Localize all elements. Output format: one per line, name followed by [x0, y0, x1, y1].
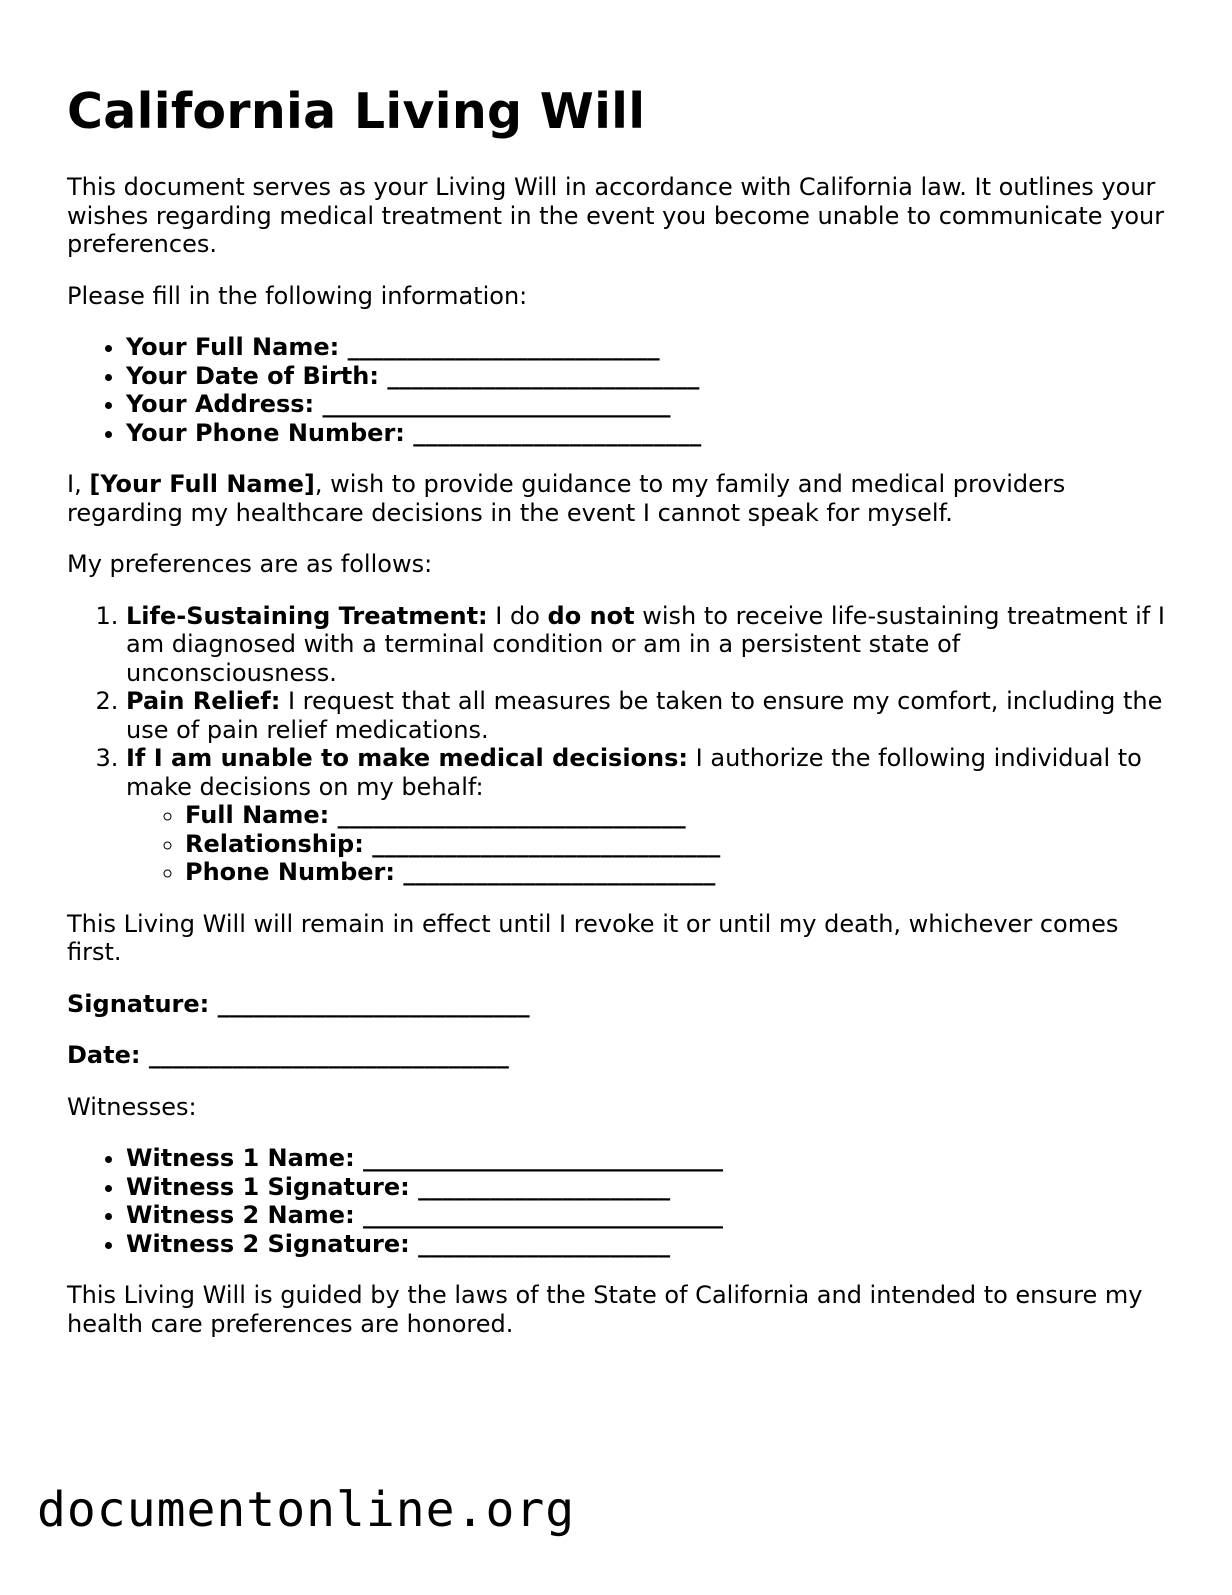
field-blank: __________________________: [387, 361, 700, 390]
date-line[interactable]: Date: ______________________________: [67, 1041, 509, 1069]
field-label: Your Date of Birth:: [126, 361, 379, 390]
preference-heading: If I am unable to make medical decisions:: [126, 744, 689, 772]
preference-emphasis: do not: [547, 601, 635, 630]
field-blank: _____________________________: [322, 390, 671, 418]
preference-life-sustaining: 1. Life-Sustaining Treatment: I do do not wish to receive life-sustaining treatment if I am diagnosed with a terminal condition or am in a persistent state of unconsciousness.: [126, 602, 1167, 688]
witnesses-label: Witnesses:: [67, 1092, 197, 1121]
field-phone-number[interactable]: [126, 419, 1167, 448]
witness-2-signature[interactable]: • Witness 2 Signature: _____________________: [126, 1230, 1167, 1259]
witness-1-signature[interactable]: • Witness 1 Signature: _____________________: [126, 1173, 1167, 1202]
preference-decision-maker: 3. If I am unable to make medical decisions: I authorize the following individual to make decisions on my behalf: ◦ Full Name: _____________________________ ◦ Relationship: _____________________________ ◦ Phone Number: __________________________: [126, 744, 1167, 887]
witness-1-name[interactable]: • Witness 1 Name: ______________________________: [126, 1144, 1167, 1173]
document-page: [67, 82, 1167, 1361]
field-date-of-birth[interactable]: [126, 362, 1167, 391]
fill-prompt: Please fill in the following information:: [67, 281, 528, 310]
preferences-intro: My preferences are as follows:: [67, 550, 433, 578]
field-address[interactable]: [126, 390, 1167, 419]
declaration-paragraph: I, [Your Full Name], wish to provide guidance to my family and medical providers regarding my healthcare decisions in the event I cannot speak for myself.: [67, 470, 1066, 527]
agent-field-relationship[interactable]: ◦ Relationship: _____________________________: [185, 830, 1167, 859]
agent-field-full-name[interactable]: ◦ Full Name: _____________________________: [185, 801, 1167, 830]
agent-fields-list: [126, 801, 1167, 887]
closing-paragraph: This Living Will is guided by the laws of the State of California and intended to ensure my health care preferences are honored.: [67, 1281, 1143, 1338]
field-full-name[interactable]: [126, 333, 1167, 362]
name-placeholder: [Your Full Name]: [89, 470, 315, 498]
witness-2-name[interactable]: • Witness 2 Name: ______________________________: [126, 1201, 1167, 1230]
personal-info-list: [67, 333, 1167, 447]
witness-list: [67, 1144, 1167, 1258]
preference-heading: Life-Sustaining Treatment:: [126, 601, 488, 630]
field-blank: __________________________: [347, 333, 660, 361]
preferences-list: [67, 602, 1167, 887]
page-title: California Living Will: [67, 83, 646, 140]
preference-pain-relief: 2. Pain Relief: I request that all measures be taken to ensure my comfort, including the use of pain relief medications.: [126, 687, 1167, 744]
field-label: Your Full Name:: [126, 333, 340, 361]
field-label: Your Address:: [126, 390, 315, 418]
preference-heading: Pain Relief:: [126, 687, 281, 715]
effect-statement: This Living Will will remain in effect until I revoke it or until my death, whichever comes first.: [67, 909, 1119, 966]
field-label: Your Phone Number:: [126, 418, 405, 447]
signature-line[interactable]: Signature: __________________________: [67, 989, 530, 1018]
intro-paragraph: This document serves as your Living Will in accordance with California law. It outlines your wishes regarding medical treatment in the event you become unable to communicate your preferences.: [67, 173, 1165, 258]
watermark: documentonline.org: [37, 1482, 576, 1538]
field-blank: ________________________: [413, 418, 702, 447]
agent-field-phone-number[interactable]: ◦ Phone Number: __________________________: [185, 858, 1167, 887]
